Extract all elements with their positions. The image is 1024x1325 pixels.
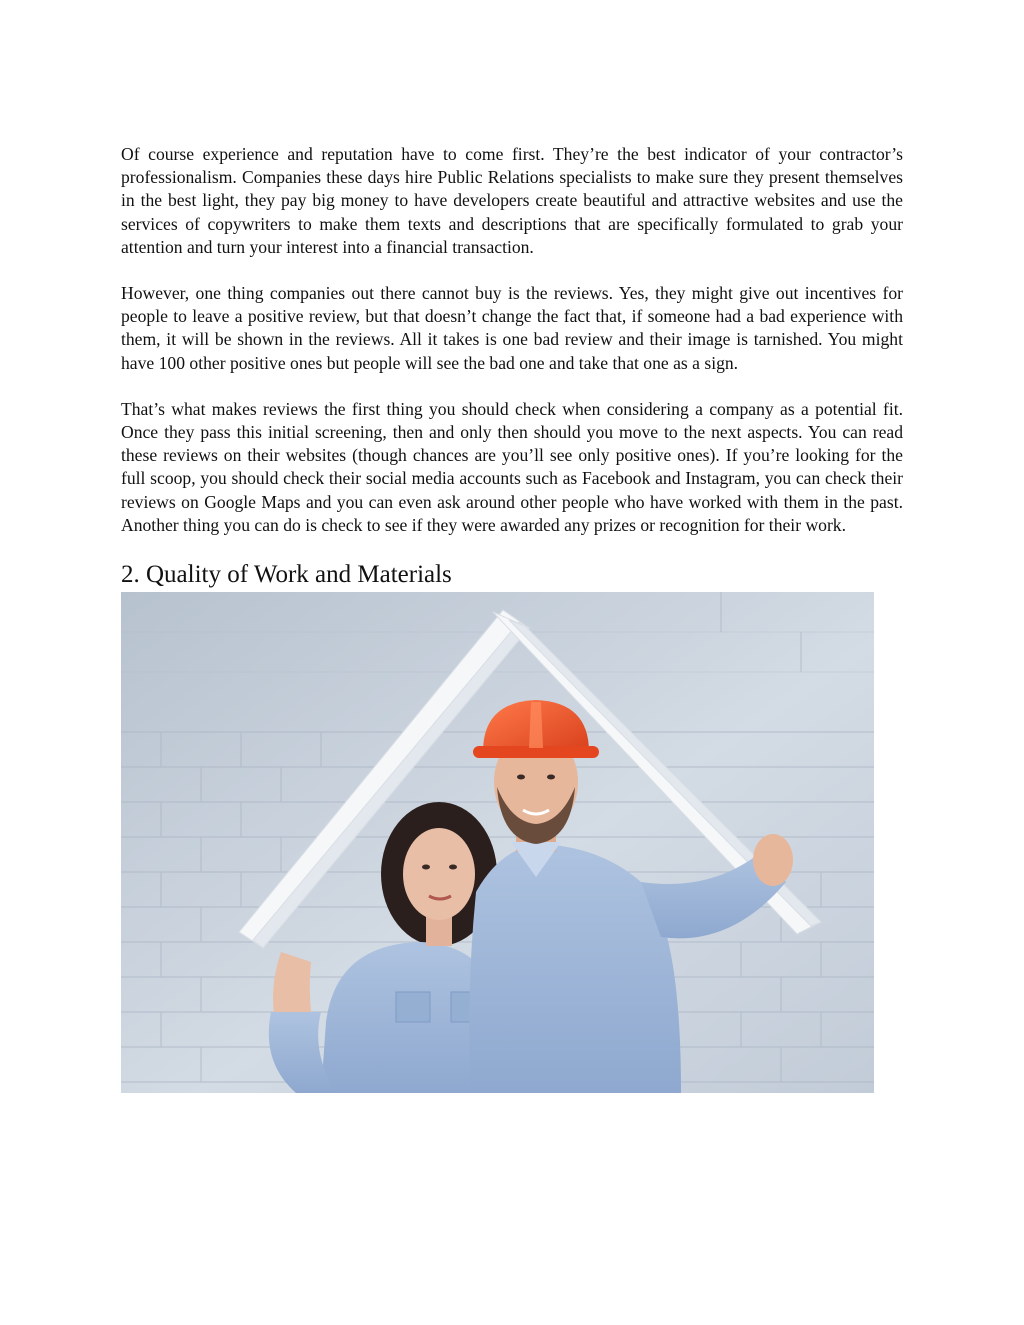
paragraph-check-reviews: That’s what makes reviews the first thing you should check when considering a company as a potential fit. Once they pass this initial screening, then and only then should you move to the next aspects. You can read these reviews on their websites (though chances are you’ll see only positive ones). If you’re looking for the full scoop, you should check their social media accounts such as Facebook and Instagram, you can check their reviews on Google Maps and you can even ask around other people who have worked with them in the past. Another thing you can do is check to see if they were awarded any prizes or recognition for their work. bbox=[121, 398, 903, 535]
paragraph-reviews: However, one thing companies out there cannot buy is the reviews. Yes, they might give out incentives for people to leave a positive review, but that doesn’t change the fact that, if someone had a bad experience with them, it will be shown in the reviews. All it takes is one bad review and their image is tarnished. You might have 100 other positive ones but people will see the bad one and take that one as a sign. bbox=[121, 283, 903, 373]
couple-with-hardhat-photo bbox=[121, 592, 874, 1093]
section-heading: 2. Quality of Work and Materials bbox=[121, 561, 452, 589]
document-page bbox=[121, 143, 903, 1093]
paragraph-reputation: Of course experience and reputation have to come first. They’re the best indicator of your contractor’s professionalism. Companies these days hire Public Relations specialists to make sure they present themselves in the best light, they pay big money to have developers create beautiful and attractive websites and use the services of copywriters to make them texts and descriptions that are specifically formulated to grab your attention and turn your interest into a financial transaction. bbox=[121, 144, 903, 257]
